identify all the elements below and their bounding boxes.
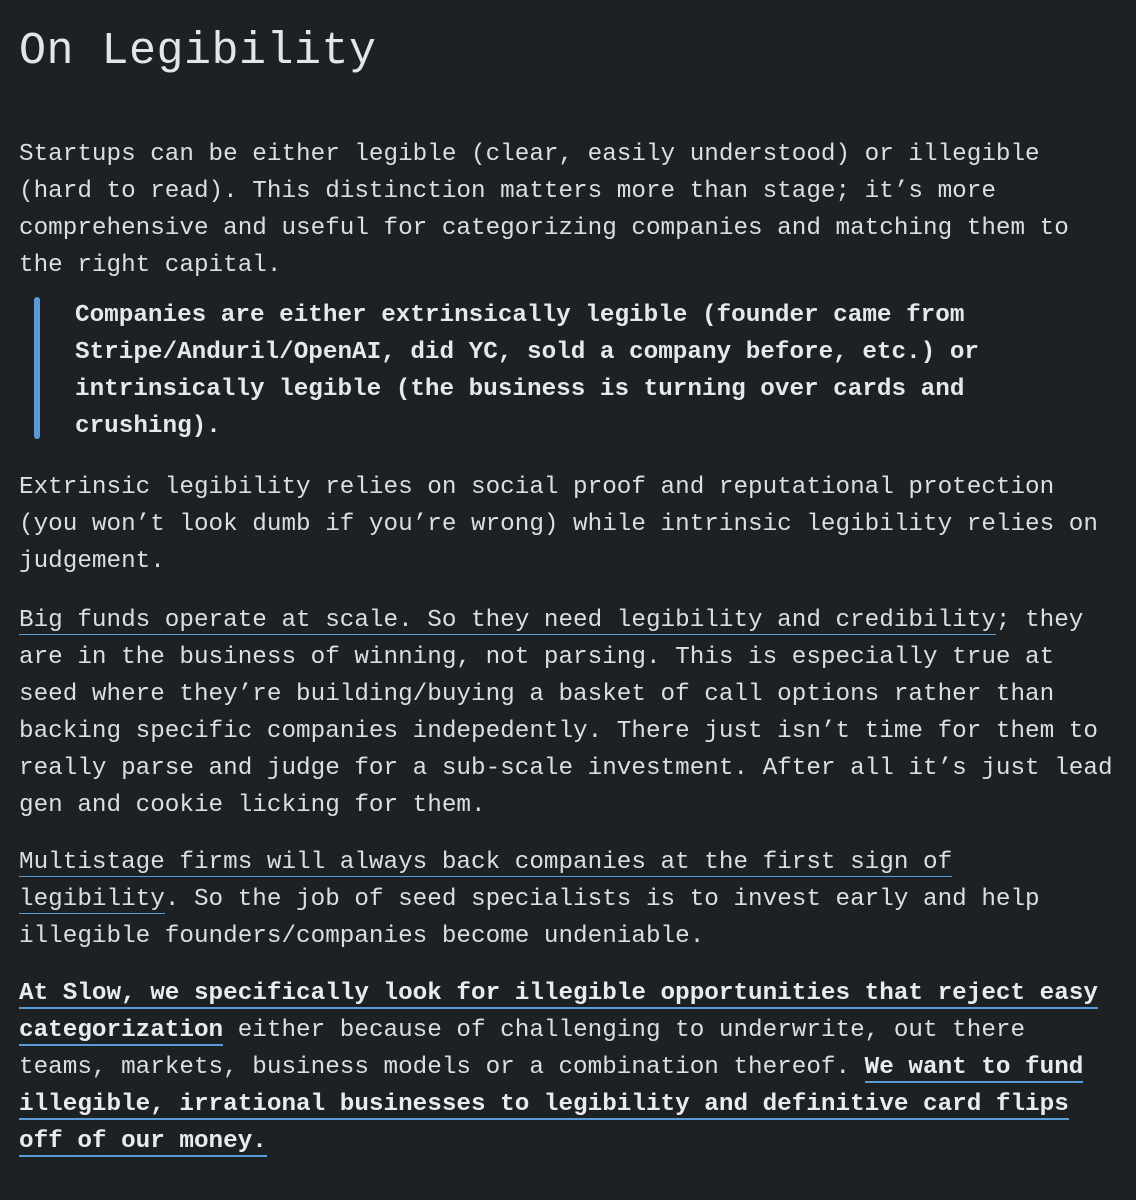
fund-illegible-link-text: We want to fund illegible, irrational businesses to legibility and definitive card flips off of our money. bbox=[19, 1054, 1084, 1155]
blockquote-bar bbox=[34, 297, 40, 439]
multistage-link[interactable]: Multistage firms will always back companies at the first sign of legibility bbox=[19, 849, 953, 913]
paragraph-intro: Startups can be either legible (clear, easily understood) or illegible (hard to read). This distinction matters more than stage; it’s more comprehensive and useful for categorizing companies and matching them to the right capital. bbox=[19, 141, 1069, 279]
slow-middle-text: either because of challenging to underwrite, out there teams, markets, business models or a combination thereof. bbox=[19, 1017, 1026, 1081]
page-title: On Legibility bbox=[19, 26, 377, 77]
big-funds-text: ; they are in the business of winning, not parsing. This is especially true at seed where they’re building/buying a basket of call options rather than backing specific companies indepedently. There just isn’t time for them to really parse and judge for a sub-scale investment. After all it’s just lead gen and cookie licking for them. bbox=[19, 607, 1113, 819]
paragraph-big-funds bbox=[19, 602, 1119, 824]
paragraph-extrinsic: Extrinsic legibility relies on social proof and reputational protection (you won’t look dumb if you’re wrong) while intrinsic legibility relies on judgement. bbox=[19, 474, 1098, 575]
big-funds-link[interactable]: Big funds operate at scale. So they need legibility and credibility bbox=[19, 607, 996, 634]
paragraph-multistage bbox=[19, 844, 1119, 955]
blockquote bbox=[19, 297, 1119, 445]
multistage-text: . So the job of seed specialists is to invest early and help illegible founders/companies become undeniable. bbox=[19, 886, 1040, 950]
blockquote-text: Companies are either extrinsically legible (founder came from Stripe/Anduril/OpenAI, did YC, sold a company before, etc.) or intrinsically legible (the business is turning over cards and crushing). bbox=[75, 302, 979, 440]
paragraph-slow bbox=[19, 975, 1119, 1160]
slow-link-text: At Slow, we specifically look for illegible opportunities that reject easy categorization bbox=[19, 980, 1098, 1044]
